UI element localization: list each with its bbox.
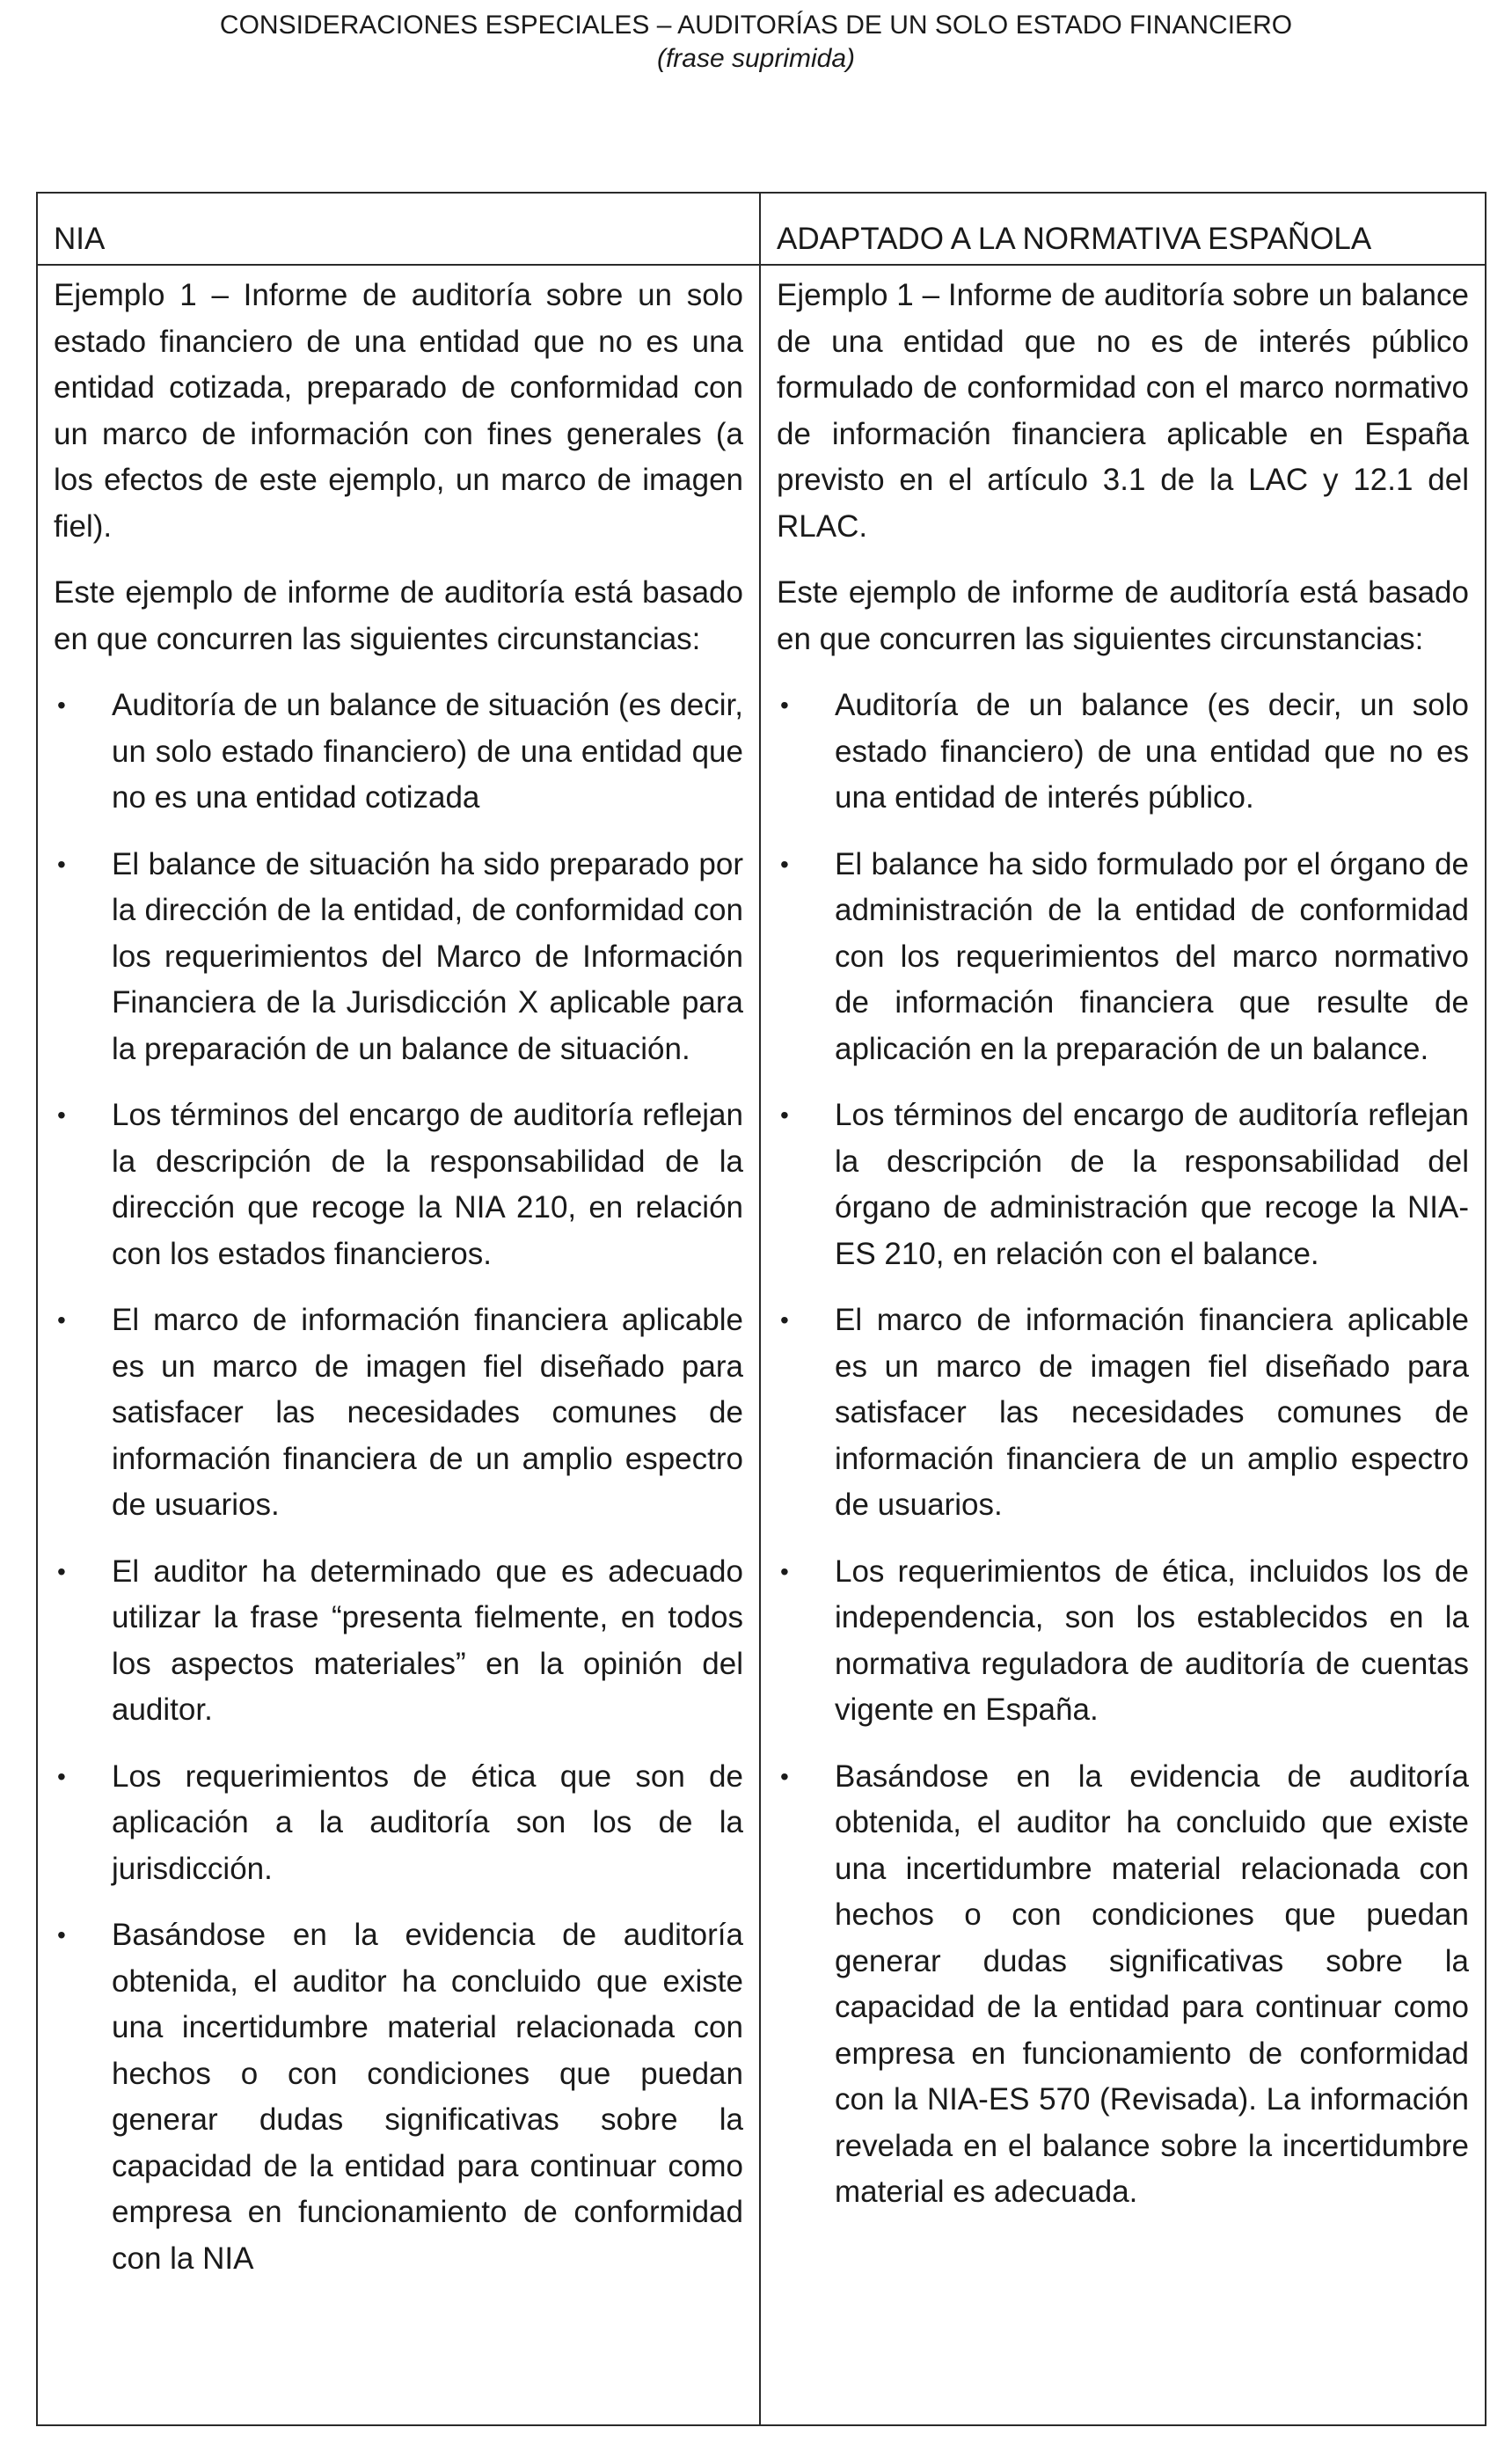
list-item: [54, 1912, 743, 2282]
bullet-icon: •: [780, 1762, 789, 1790]
list-item: [54, 1298, 743, 1529]
nia-column-cell: [37, 265, 760, 2425]
bullet-icon: •: [780, 1101, 789, 1129]
bullet-icon: •: [57, 1306, 66, 1334]
list-item: [777, 842, 1469, 1073]
circumstances-list: [54, 683, 743, 2282]
bullet-icon: •: [57, 691, 66, 719]
column-heading-right: ADAPTADO A LA NORMATIVA ESPAÑOLA: [777, 222, 1372, 256]
nia-column-content: [38, 266, 759, 2282]
list-item-text: Basándose en la evidencia de auditoría obtenida, el auditor ha concluido que existe una incertidumbre material relacionada con hechos o con condiciones que puedan generar dudas significativas sobre la capacidad de la entidad para continuar como empresa en funcionamiento de conformidad con la NIA: [112, 1918, 743, 2276]
list-item-text: El marco de información financiera aplicable es un marco de imagen fiel diseñado para satisfacer las necesidades comunes de información financiera de un amplio espectro de usuarios.: [112, 1303, 743, 1522]
list-item: [777, 1093, 1469, 1277]
list-item-text: El auditor ha determinado que es adecuado utilizar la frase “presenta fielmente, en todos los aspectos materiales” en la opinión del auditor.: [112, 1554, 743, 1727]
adaptado-column-cell: [760, 265, 1486, 2425]
document-title: CONSIDERACIONES ESPECIALES – AUDITORÍAS DE UN SOLO ESTADO FINANCIERO: [219, 11, 1293, 40]
list-item: [777, 1754, 1469, 2216]
column-header-adaptado: [760, 193, 1486, 265]
list-item-text: Auditoría de un balance (es decir, un solo estado financiero) de una entidad que no es una entidad de interés público.: [835, 688, 1469, 815]
bullet-icon: •: [780, 1557, 789, 1585]
circumstances-list: [777, 683, 1469, 2216]
list-item-text: Los términos del encargo de auditoría reflejan la descripción de la responsabilidad de la dirección que recoge la NIA 210, en relación con los estados financieros.: [112, 1098, 743, 1271]
list-item-text: Los requerimientos de ética, incluidos los de independencia, son los establecidos en la normativa reguladora de auditoría de cuentas vigente en España.: [835, 1554, 1469, 1727]
list-item: [54, 1754, 743, 1893]
bullet-icon: •: [57, 1101, 66, 1129]
table-header-row: [37, 193, 1486, 265]
table-body-row: [37, 265, 1486, 2425]
list-item: [777, 1298, 1469, 1529]
circumstances-lead: Este ejemplo de informe de auditoría está basado en que concurren las siguientes circunstancias:: [54, 575, 743, 656]
circumstances-lead: Este ejemplo de informe de auditoría está basado en que concurren las siguientes circunstancias:: [777, 575, 1469, 656]
list-item-text: Los requerimientos de ética que son de aplicación a la auditoría son los de la jurisdicción.: [112, 1758, 743, 1886]
column-header-nia: [37, 193, 760, 265]
list-item-text: Los términos del encargo de auditoría reflejan la descripción de la responsabilidad del órgano de administración que recoge la NIA-ES 210, en relación con el balance.: [835, 1098, 1469, 1271]
list-item: [54, 1093, 743, 1277]
list-item: [54, 683, 743, 822]
list-item: [54, 1549, 743, 1734]
adaptado-column-content: [761, 266, 1485, 2216]
bullet-icon: •: [780, 691, 789, 719]
list-item-text: El balance de situación ha sido preparado por la dirección de la entidad, de conformidad con los requerimientos del Marco de Información Financiera de la Jurisdicción X aplicable para la preparación de un balance de situación.: [112, 846, 743, 1066]
example-title: Ejemplo 1 – Informe de auditoría sobre un balance de una entidad que no es de interés público formulado de conformidad con el marco normativo de información financiera aplicable en España previsto en el artículo 3.1 de la LAC y 12.1 del RLAC.: [777, 278, 1469, 544]
bullet-icon: •: [780, 850, 789, 878]
document-subtitle: (frase suprimida): [656, 44, 856, 73]
list-item: [54, 842, 743, 1073]
list-item-text: El marco de información financiera aplicable es un marco de imagen fiel diseñado para satisfacer las necesidades comunes de información financiera de un amplio espectro de usuarios.: [835, 1303, 1469, 1522]
bullet-icon: •: [57, 1762, 66, 1790]
bullet-icon: •: [57, 1557, 66, 1585]
column-heading-left: NIA: [54, 222, 106, 256]
example-title: Ejemplo 1 – Informe de auditoría sobre un solo estado financiero de una entidad que no es una entidad cotizada, preparado de conformidad con un marco de información con fines generales (a los efectos de este ejemplo, un marco de imagen fiel).: [54, 278, 743, 544]
bullet-icon: •: [57, 1921, 66, 1948]
comparison-table: [36, 192, 1486, 2426]
list-item-text: Basándose en la evidencia de auditoría obtenida, el auditor ha concluido que existe una incertidumbre material relacionada con hechos o con condiciones que puedan generar dudas significativas sobre la capacidad de la entidad para continuar como empresa en funcionamiento de conformidad con la NIA-ES 570 (Revisada). La información revelada en el balance sobre la incertidumbre material es adecuada.: [835, 1758, 1469, 2209]
bullet-icon: •: [57, 850, 66, 878]
list-item-text: El balance ha sido formulado por el órgano de administración de la entidad de conformidad con los requerimientos del marco normativo de información financiera que resulte de aplicación en la preparación de un balance.: [835, 846, 1469, 1066]
list-item: [777, 683, 1469, 822]
list-item-text: Auditoría de un balance de situación (es decir, un solo estado financiero) de una entidad que no es una entidad cotizada: [112, 688, 743, 815]
page-header: [0, 9, 1512, 76]
bullet-icon: •: [780, 1306, 789, 1334]
list-item: [777, 1549, 1469, 1734]
